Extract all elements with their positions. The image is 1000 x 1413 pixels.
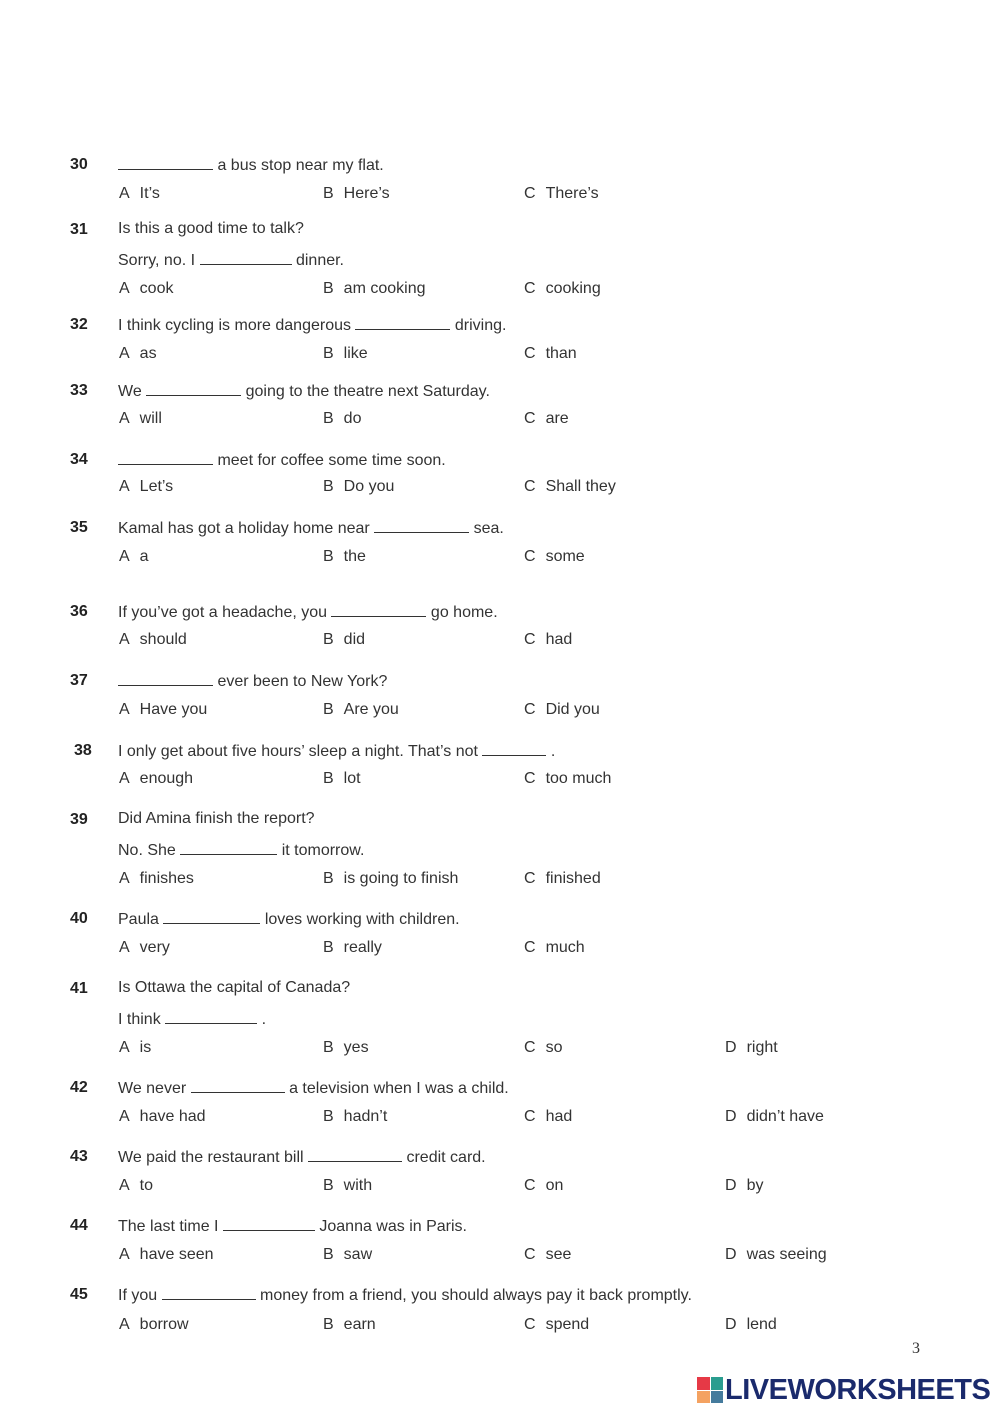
- option-letter: C: [524, 870, 536, 887]
- option-a[interactable]: [119, 939, 170, 957]
- stem-before-blank: I think cycling is more dangerous: [118, 317, 356, 334]
- question-stem: [118, 1078, 509, 1098]
- stem-before-blank: The last time I: [118, 1218, 223, 1235]
- option-letter: A: [119, 1177, 130, 1194]
- option-text: lend: [746, 1316, 777, 1333]
- option-text: have seen: [139, 1246, 214, 1263]
- option-text: Here’s: [343, 185, 390, 202]
- question-number: 45: [70, 1286, 88, 1303]
- option-text: finishes: [139, 870, 194, 887]
- option-text: really: [343, 939, 382, 956]
- stem-before-blank: I think: [118, 1011, 166, 1028]
- option-letter: A: [119, 631, 130, 648]
- answer-blank[interactable]: [118, 155, 213, 170]
- stem-after-blank: a bus stop near my flat.: [213, 157, 384, 174]
- option-d[interactable]: [725, 1108, 824, 1126]
- option-text: too much: [545, 770, 612, 787]
- stem-after-blank: it tomorrow.: [277, 842, 365, 859]
- option-b[interactable]: [323, 939, 382, 957]
- option-letter: C: [524, 1246, 536, 1263]
- answer-blank[interactable]: [146, 381, 241, 396]
- stem-after-blank: dinner.: [291, 252, 344, 269]
- option-d[interactable]: [725, 1039, 778, 1057]
- option-text: saw: [343, 1246, 373, 1263]
- option-letter: A: [119, 410, 130, 427]
- option-letter: A: [119, 1108, 130, 1125]
- liveworksheets-logo: [697, 1374, 990, 1406]
- option-text: so: [545, 1039, 563, 1056]
- option-c[interactable]: [524, 1039, 562, 1057]
- option-text: Do you: [343, 478, 395, 495]
- question-number: 43: [70, 1148, 88, 1165]
- option-text: spend: [545, 1316, 590, 1333]
- option-text: than: [545, 345, 577, 362]
- answer-blank[interactable]: [482, 741, 546, 756]
- option-d[interactable]: [725, 1316, 777, 1334]
- stem-after-blank: driving.: [450, 317, 507, 334]
- question-stem: [118, 671, 387, 691]
- stem-before-blank: We never: [118, 1080, 191, 1097]
- option-a[interactable]: [119, 1246, 214, 1264]
- option-letter: B: [323, 870, 334, 887]
- option-letter: A: [119, 548, 130, 565]
- option-c[interactable]: [524, 280, 601, 298]
- option-letter: A: [119, 1039, 130, 1056]
- question-number: 39: [70, 811, 88, 828]
- answer-blank[interactable]: [374, 518, 469, 533]
- option-text: There’s: [545, 185, 599, 202]
- option-c[interactable]: [524, 1316, 589, 1334]
- question-stem: [118, 155, 384, 175]
- option-b[interactable]: [323, 1246, 372, 1264]
- stem-after-blank: sea.: [469, 520, 504, 537]
- question-stem: [118, 909, 460, 929]
- option-letter: A: [119, 185, 130, 202]
- option-c[interactable]: [524, 939, 585, 957]
- answer-blank[interactable]: [118, 450, 213, 465]
- stem-after-blank: go home.: [426, 604, 498, 621]
- option-text: Are you: [343, 701, 399, 718]
- option-a[interactable]: [119, 185, 160, 203]
- option-a[interactable]: [119, 1039, 151, 1057]
- option-b[interactable]: [323, 410, 361, 428]
- option-text: Let’s: [139, 478, 174, 495]
- option-text: by: [746, 1177, 764, 1194]
- option-text: see: [545, 1246, 572, 1263]
- option-b[interactable]: [323, 770, 361, 788]
- option-a[interactable]: [119, 548, 149, 566]
- stem-after-blank: going to the theatre next Saturday.: [241, 383, 490, 400]
- option-b[interactable]: [323, 345, 368, 363]
- question-number: 30: [70, 156, 88, 173]
- question-stem: [118, 840, 364, 860]
- option-letter: D: [725, 1039, 737, 1056]
- option-text: earn: [343, 1316, 376, 1333]
- option-letter: C: [524, 185, 536, 202]
- option-letter: B: [323, 770, 334, 787]
- option-a[interactable]: [119, 1316, 189, 1334]
- option-text: did: [343, 631, 366, 648]
- option-a[interactable]: [119, 631, 187, 649]
- option-b[interactable]: [323, 1316, 376, 1334]
- stem-after-blank: ever been to New York?: [213, 673, 388, 690]
- option-letter: B: [323, 345, 334, 362]
- option-b[interactable]: [323, 1039, 369, 1057]
- question-stem: [118, 741, 555, 761]
- answer-blank[interactable]: [165, 1009, 257, 1024]
- answer-blank[interactable]: [355, 315, 450, 330]
- option-letter: A: [119, 280, 130, 297]
- question-number: 31: [70, 221, 88, 238]
- option-b[interactable]: [323, 548, 366, 566]
- option-letter: C: [524, 770, 536, 787]
- option-letter: C: [524, 345, 536, 362]
- question-number: 35: [70, 519, 88, 536]
- option-letter: B: [323, 939, 334, 956]
- option-text: Shall they: [545, 478, 616, 495]
- stem-after-blank: .: [257, 1011, 267, 1028]
- option-text: right: [746, 1039, 778, 1056]
- option-c[interactable]: [524, 478, 616, 496]
- option-c[interactable]: [524, 548, 585, 566]
- option-letter: A: [119, 870, 130, 887]
- answer-blank[interactable]: [200, 250, 292, 265]
- answer-blank[interactable]: [308, 1147, 402, 1162]
- stem-before-blank: Kamal has got a holiday home near: [118, 520, 375, 537]
- option-text: lot: [343, 770, 361, 787]
- option-letter: A: [119, 345, 130, 362]
- answer-blank[interactable]: [223, 1216, 315, 1231]
- option-letter: B: [323, 1246, 334, 1263]
- option-text: yes: [343, 1039, 369, 1056]
- option-letter: B: [323, 631, 334, 648]
- option-letter: C: [524, 1108, 536, 1125]
- option-letter: A: [119, 701, 130, 718]
- stem-after-blank: a television when I was a child.: [284, 1080, 509, 1097]
- question-number: 38: [74, 742, 92, 759]
- option-a[interactable]: [119, 870, 194, 888]
- option-text: a: [139, 548, 149, 565]
- option-text: is going to finish: [343, 870, 459, 887]
- option-letter: C: [524, 1316, 536, 1333]
- option-letter: B: [323, 701, 334, 718]
- stem-before-blank: No. She: [118, 842, 181, 859]
- option-text: cook: [139, 280, 174, 297]
- option-text: as: [139, 345, 157, 362]
- stem-after-blank: Joanna was in Paris.: [314, 1218, 467, 1235]
- option-text: some: [545, 548, 585, 565]
- question-number: 42: [70, 1079, 88, 1096]
- option-text: are: [545, 410, 569, 427]
- stem-after-blank: .: [546, 743, 556, 760]
- question-number: 41: [70, 980, 88, 997]
- option-a[interactable]: [119, 1177, 153, 1195]
- option-b[interactable]: [323, 701, 399, 719]
- option-text: with: [343, 1177, 373, 1194]
- option-c[interactable]: [524, 345, 577, 363]
- answer-blank[interactable]: [163, 909, 260, 924]
- option-text: very: [139, 939, 170, 956]
- option-letter: B: [323, 548, 334, 565]
- option-letter: B: [323, 1039, 334, 1056]
- liveworksheets-icon: [697, 1377, 723, 1403]
- option-letter: C: [524, 548, 536, 565]
- option-b[interactable]: [323, 478, 394, 496]
- question-number: 34: [70, 451, 88, 468]
- option-letter: C: [524, 631, 536, 648]
- option-text: had: [545, 631, 573, 648]
- stem-before-blank: Sorry, no. I: [118, 252, 200, 269]
- question-stem: [118, 450, 446, 470]
- option-text: should: [139, 631, 187, 648]
- option-b[interactable]: [323, 631, 365, 649]
- option-text: enough: [139, 770, 194, 787]
- stem-before-blank: We paid the restaurant bill: [118, 1149, 309, 1166]
- question-number: 33: [70, 382, 88, 399]
- answer-blank[interactable]: [331, 602, 426, 617]
- question-prompt: Is Ottawa the capital of Canada?: [118, 979, 351, 996]
- option-letter: D: [725, 1246, 737, 1263]
- stem-after-blank: money from a friend, you should always pay it back promptly.: [255, 1287, 692, 1304]
- option-b[interactable]: [323, 1177, 372, 1195]
- option-text: much: [545, 939, 585, 956]
- option-text: the: [343, 548, 366, 565]
- option-letter: B: [323, 185, 334, 202]
- option-letter: B: [323, 410, 334, 427]
- option-letter: C: [524, 1177, 536, 1194]
- answer-blank[interactable]: [162, 1285, 256, 1300]
- question-stem: [118, 381, 490, 401]
- option-letter: C: [524, 478, 536, 495]
- option-letter: B: [323, 1316, 334, 1333]
- stem-before-blank: If you’ve got a headache, you: [118, 604, 332, 621]
- option-text: on: [545, 1177, 564, 1194]
- stem-before-blank: If you: [118, 1287, 162, 1304]
- question-stem: [118, 1009, 266, 1029]
- question-number: 32: [70, 316, 88, 333]
- option-c[interactable]: [524, 1246, 571, 1264]
- question-stem: [118, 1285, 692, 1305]
- option-text: Did you: [545, 701, 600, 718]
- question-prompt: Is this a good time to talk?: [118, 220, 304, 237]
- stem-after-blank: loves working with children.: [260, 911, 460, 928]
- stem-before-blank: Paula: [118, 911, 164, 928]
- option-text: didn’t have: [746, 1108, 824, 1125]
- option-a[interactable]: [119, 478, 173, 496]
- option-letter: A: [119, 939, 130, 956]
- option-letter: B: [323, 1177, 334, 1194]
- option-c[interactable]: [524, 631, 572, 649]
- option-b[interactable]: [323, 1108, 387, 1126]
- option-c[interactable]: [524, 185, 599, 203]
- option-a[interactable]: [119, 701, 207, 719]
- question-stem: [118, 518, 504, 538]
- option-letter: C: [524, 280, 536, 297]
- option-letter: B: [323, 478, 334, 495]
- answer-blank[interactable]: [180, 840, 277, 855]
- option-text: borrow: [139, 1316, 189, 1333]
- stem-after-blank: meet for coffee some time soon.: [213, 452, 446, 469]
- question-number: 44: [70, 1217, 88, 1234]
- option-letter: A: [119, 1246, 130, 1263]
- option-d[interactable]: [725, 1177, 763, 1195]
- option-text: is: [139, 1039, 152, 1056]
- brand-text: LIVEWORKSHEETS: [725, 1373, 991, 1406]
- question-prompt: Did Amina finish the report?: [118, 810, 315, 827]
- option-text: will: [139, 410, 162, 427]
- option-text: to: [139, 1177, 154, 1194]
- option-letter: A: [119, 770, 130, 787]
- option-text: am cooking: [343, 280, 426, 297]
- option-d[interactable]: [725, 1246, 827, 1264]
- option-c[interactable]: [524, 1108, 572, 1126]
- question-stem: [118, 250, 344, 270]
- option-text: do: [343, 410, 362, 427]
- option-text: It’s: [139, 185, 160, 202]
- option-letter: C: [524, 410, 536, 427]
- option-c[interactable]: [524, 701, 600, 719]
- option-b[interactable]: [323, 870, 458, 888]
- option-letter: D: [725, 1108, 737, 1125]
- option-letter: D: [725, 1316, 737, 1333]
- option-text: like: [343, 345, 368, 362]
- option-c[interactable]: [524, 770, 611, 788]
- option-b[interactable]: [323, 185, 390, 203]
- option-letter: A: [119, 1316, 130, 1333]
- option-letter: D: [725, 1177, 737, 1194]
- question-stem: [118, 1216, 467, 1236]
- question-stem: [118, 602, 498, 622]
- option-b[interactable]: [323, 280, 426, 298]
- question-number: 36: [70, 603, 88, 620]
- option-text: finished: [545, 870, 601, 887]
- question-stem: [118, 315, 506, 335]
- option-a[interactable]: [119, 770, 193, 788]
- answer-blank[interactable]: [118, 671, 213, 686]
- option-letter: C: [524, 939, 536, 956]
- option-a[interactable]: [119, 280, 173, 298]
- option-text: have had: [139, 1108, 206, 1125]
- question-stem: [118, 1147, 486, 1167]
- option-letter: A: [119, 478, 130, 495]
- option-c[interactable]: [524, 1177, 563, 1195]
- option-text: hadn’t: [343, 1108, 388, 1125]
- option-letter: C: [524, 701, 536, 718]
- question-number: 40: [70, 910, 88, 927]
- question-number: 37: [70, 672, 88, 689]
- option-letter: B: [323, 1108, 334, 1125]
- option-c[interactable]: [524, 870, 601, 888]
- option-text: was seeing: [746, 1246, 827, 1263]
- option-a[interactable]: [119, 410, 162, 428]
- option-c[interactable]: [524, 410, 569, 428]
- option-letter: B: [323, 280, 334, 297]
- option-a[interactable]: [119, 1108, 206, 1126]
- option-text: Have you: [139, 701, 208, 718]
- stem-after-blank: credit card.: [402, 1149, 486, 1166]
- option-a[interactable]: [119, 345, 157, 363]
- answer-blank[interactable]: [191, 1078, 285, 1093]
- stem-before-blank: We: [118, 383, 147, 400]
- page-number: 3: [912, 1340, 920, 1357]
- option-text: cooking: [545, 280, 601, 297]
- option-text: had: [545, 1108, 573, 1125]
- stem-before-blank: I only get about five hours’ sleep a night. That’s not: [118, 743, 483, 760]
- option-letter: C: [524, 1039, 536, 1056]
